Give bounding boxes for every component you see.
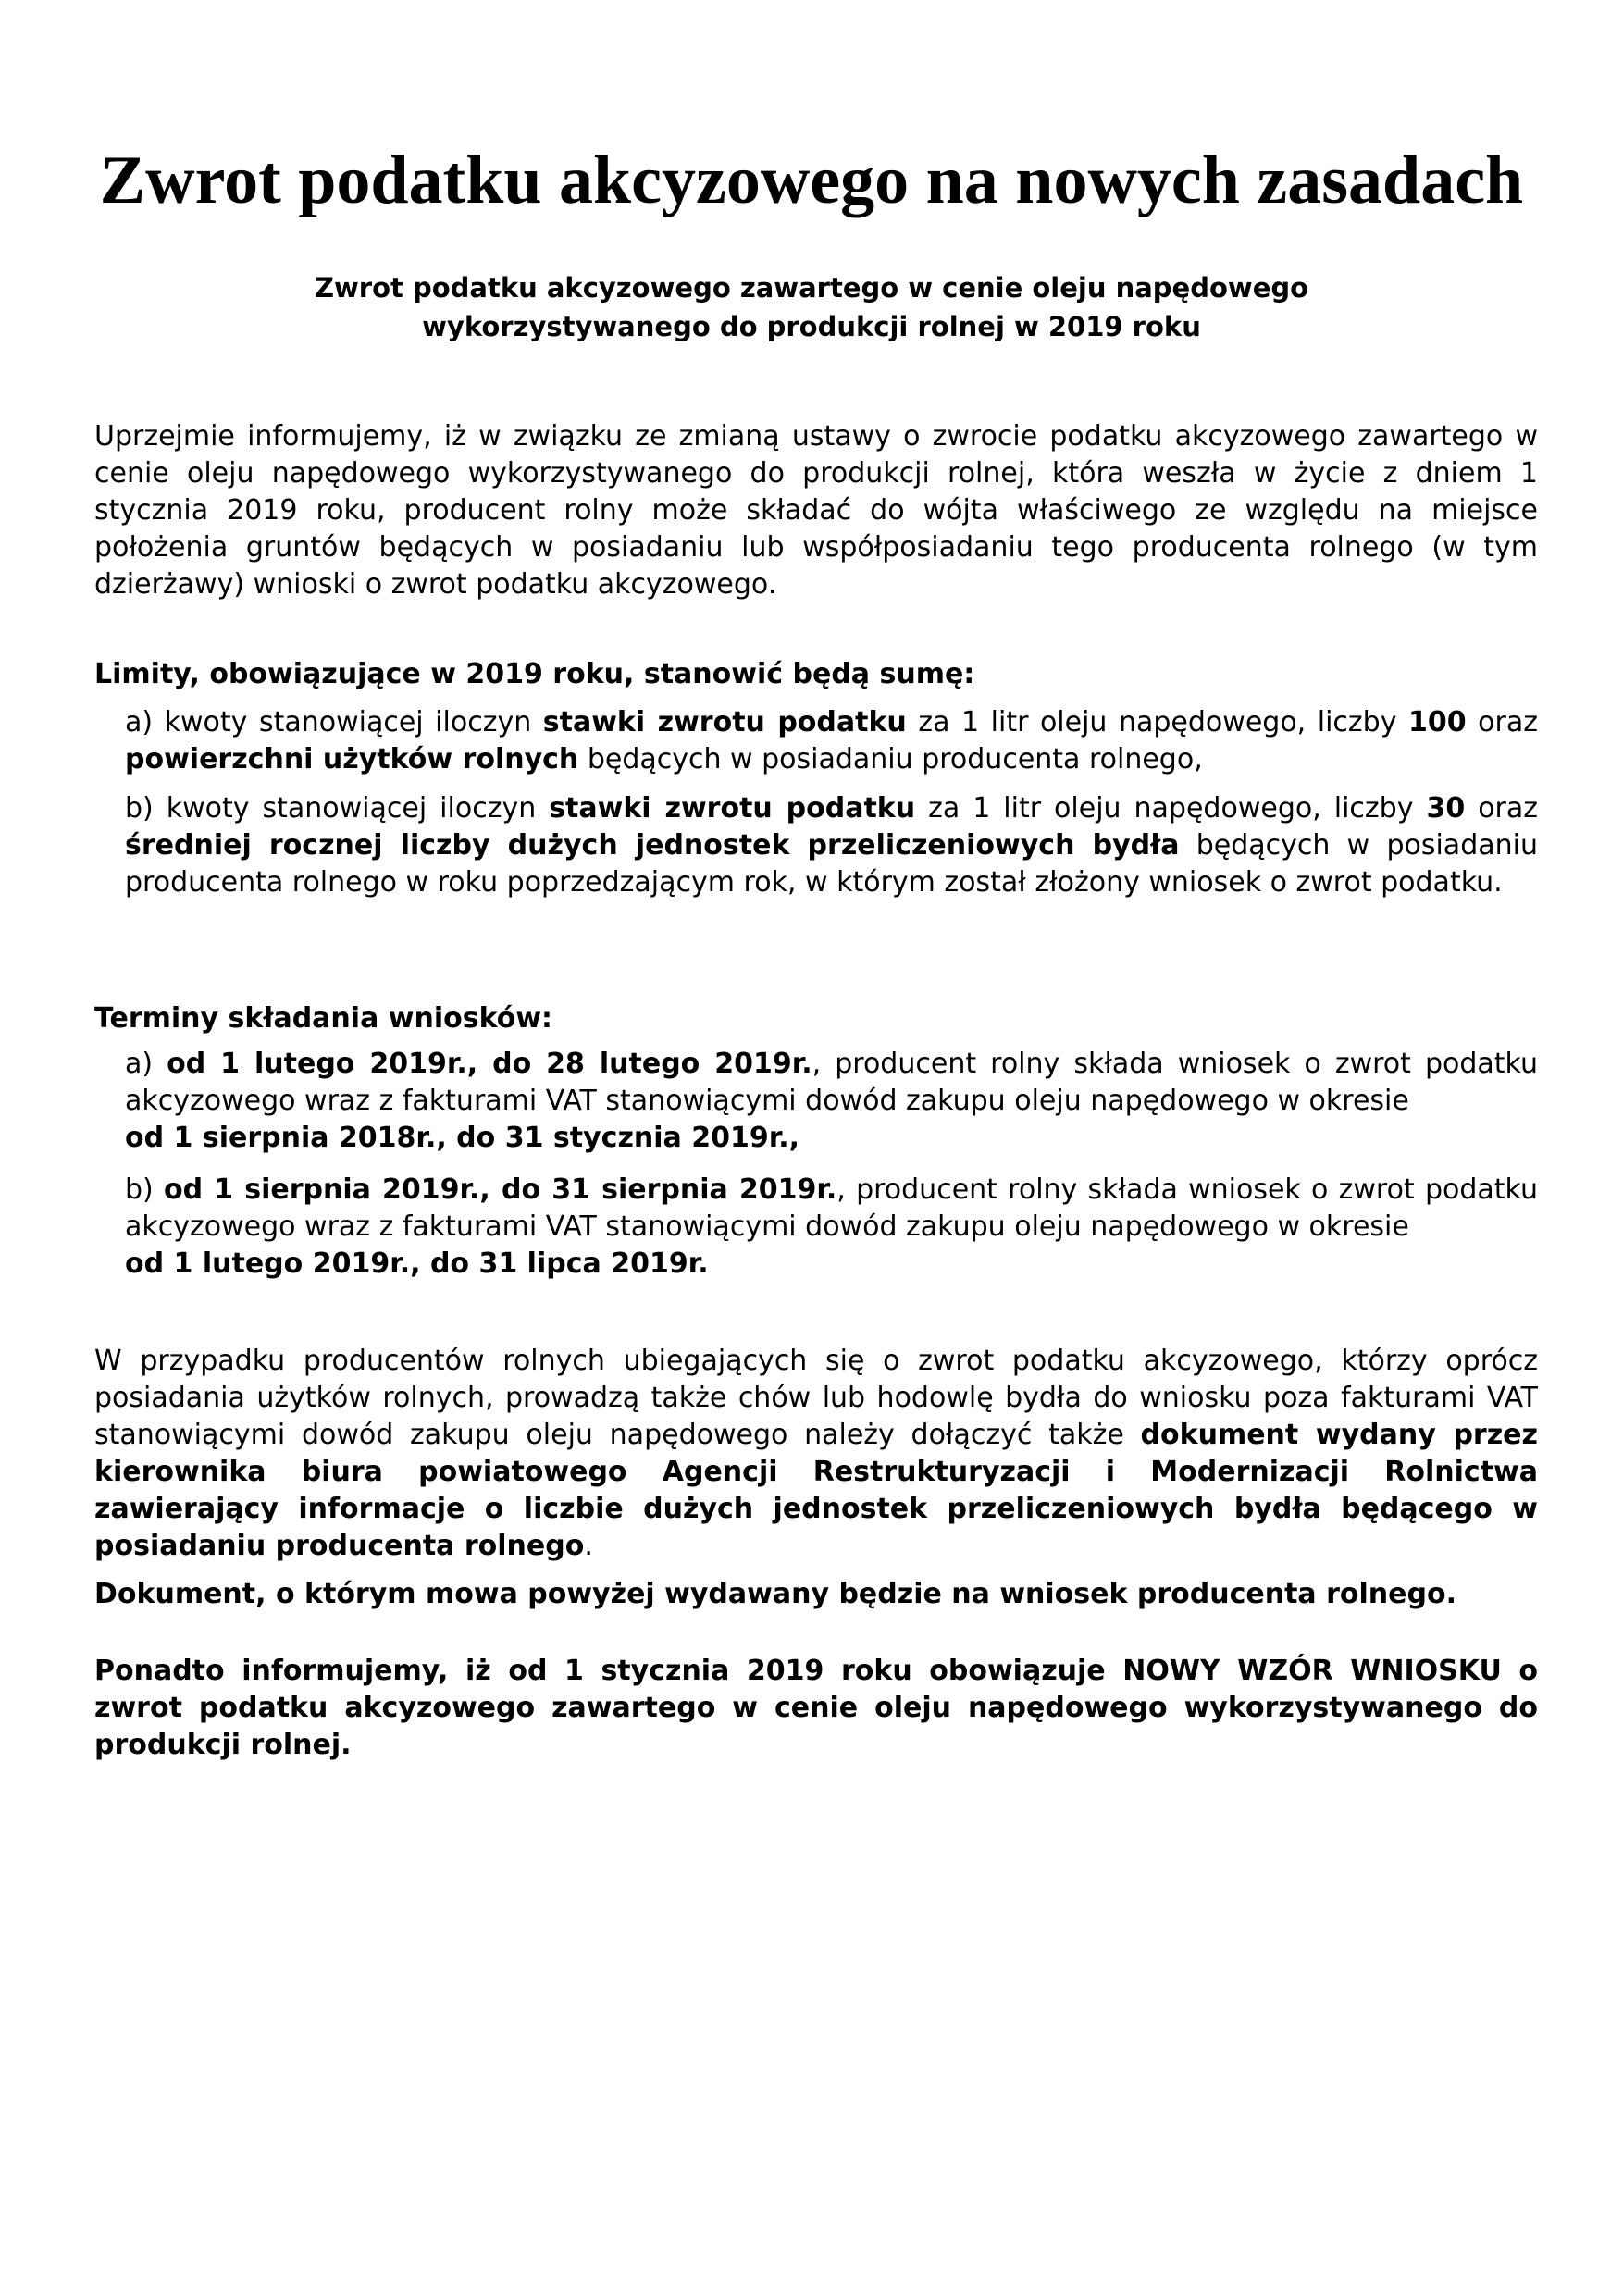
bold-run: od 1 sierpnia 2018r., do 31 stycznia 2019r., (125, 1122, 800, 1154)
terms-item-b (125, 1172, 1538, 1283)
subtitle-line-1: Zwrot podatku akcyzowego zawartego w cenie oleju napędowego (314, 272, 1309, 304)
terms-heading: Terminy składania wniosków: (94, 1002, 553, 1035)
bold-run: od 1 lutego 2019r., do 31 lipca 2019r. (125, 1247, 709, 1280)
text-run: a) (125, 1048, 167, 1080)
bold-run: 30 (1426, 792, 1466, 825)
bold-run: powierzchni użytków rolnych (125, 743, 579, 776)
text-run: za 1 litr oleju napędowego, liczby (915, 792, 1427, 825)
limits-heading: Limity, obowiązujące w 2019 roku, stanowić będą sumę: (94, 658, 975, 690)
limits-item-b (125, 790, 1538, 901)
text-run: b) kwoty stanowiącej iloczyn (125, 792, 550, 825)
text-run: a) kwoty stanowiącej iloczyn (125, 706, 543, 738)
text-run: będących w posiadaniu producenta rolnego, (578, 743, 1203, 776)
page-title: Zwrot podatku akcyzowego na nowych zasadach (99, 143, 1524, 218)
bold-run: dokument wydany przez kierownika biura powiatowego Agencji Restrukturyzacji i Modernizacji Rolnictwa zawierający informacje o liczbie dużych jednostek przeliczeniowych bydła będącego w posiadaniu producenta rolnego (94, 1419, 1538, 1562)
bold-run: stawki zwrotu podatku (542, 706, 907, 738)
intro-paragraph: Uprzejmie informujemy, iż w związku ze zmianą ustawy o zwrocie podatku akcyzowego zawartego w cenie oleju napędowego wykorzystywanego do produkcji rolnej, która weszła w życie z dniem 1 stycznia 2019 roku, producent rolny może składać do wójta właściwego ze względu na miejsce położenia gruntów będących w posiadaniu lub współposiadaniu tego producenta rolnego (w tym dzierżawy) wnioski o zwrot podatku akcyzowego. (94, 420, 1538, 601)
text-run: , producent rolny składa wniosek o zwrot podatku akcyzowego wraz z fakturami VAT stanowiącymi dowód zakupu oleju napędowego w okresie (125, 1048, 1539, 1117)
text-run: za 1 litr oleju napędowego, liczby (906, 706, 1409, 738)
limits-item-a (125, 704, 1538, 778)
text-run: oraz (1466, 706, 1539, 738)
cattle-paragraph (94, 1343, 1538, 1565)
text-run: . (584, 1530, 593, 1562)
new-form-note: Ponadto informujemy, iż od 1 stycznia 2019 roku obowiązuje NOWY WZÓR WNIOSKU o zwrot podatku akcyzowego zawartego w cenie oleju napędowego wykorzystywanego do produkcji rolnej. (94, 1655, 1538, 1761)
text-run: oraz (1465, 792, 1539, 825)
subtitle-line-2: wykorzystywanego do produkcji rolnej w 2019 roku (422, 311, 1201, 342)
text-run: b) (125, 1173, 164, 1206)
bold-run: od 1 lutego 2019r., do 28 lutego 2019r. (167, 1048, 812, 1080)
text-run: , producent rolny składa wniosek o zwrot podatku akcyzowego wraz z fakturami VAT stanowiącymi dowód zakupu oleju napędowego w okresie (125, 1173, 1538, 1243)
bold-run: średniej rocznej liczby dużych jednostek przeliczeniowych bydła (125, 829, 1180, 862)
document-note: Dokument, o którym mowa powyżej wydawany będzie na wniosek producenta rolnego. (94, 1578, 1456, 1610)
bold-run: stawki zwrotu podatku (549, 792, 916, 825)
bold-run: 100 (1408, 706, 1467, 738)
text-run: będących w posiadaniu producenta rolnego w roku poprzedzającym rok, w którym został złożony wniosek o zwrot podatku. (125, 829, 1538, 899)
terms-item-a (125, 1046, 1538, 1157)
page-subtitle (0, 268, 1623, 346)
bold-run: od 1 sierpnia 2019r., do 31 sierpnia 2019r. (163, 1173, 837, 1206)
text-run: W przypadku producentów rolnych ubiegających się o zwrot podatku akcyzowego, którzy oprócz posiadania użytków rolnych, prowadzą także chów lub hodowlę bydła do wniosku poza fakturami VAT stanowiącymi dowód zakupu oleju napędowego należy dołączyć także (94, 1345, 1538, 1451)
